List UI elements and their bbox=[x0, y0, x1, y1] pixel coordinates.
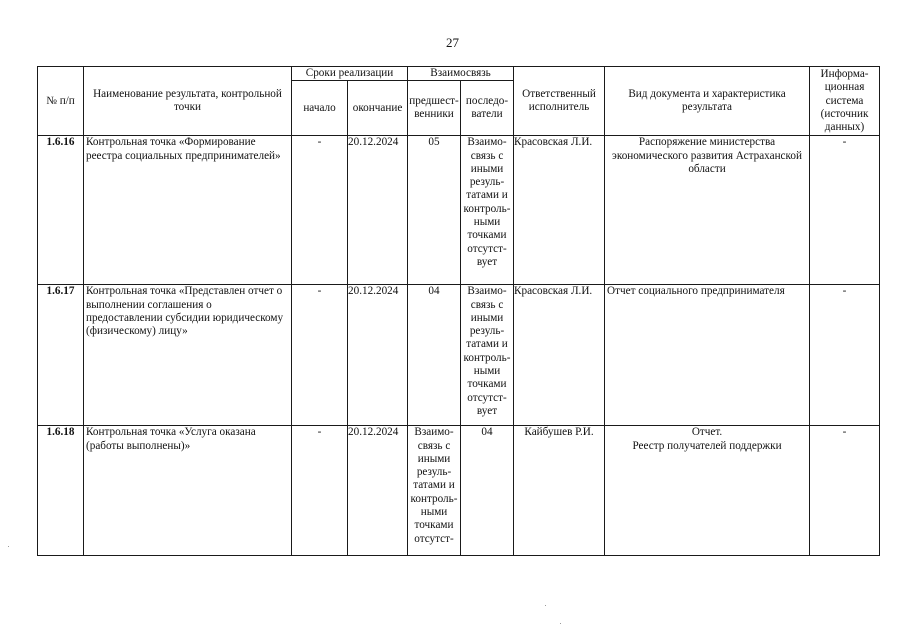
row-name: Контрольная точка «Формирование реестра социальных предпринимателей» bbox=[84, 136, 292, 285]
row-doc-type: Распоряжение министерства экономического развития Астраханской области bbox=[605, 136, 810, 285]
row-responsible: Кайбушев Р.И. bbox=[514, 426, 605, 556]
header-successors: последо-ватели bbox=[461, 81, 514, 136]
table-header bbox=[38, 67, 880, 136]
scan-speck bbox=[545, 605, 546, 606]
row-name: Контрольная точка «Представлен отчет о выполнении соглашения о предоставлении субсидии юридическому (физическому) лицу» bbox=[84, 285, 292, 426]
header-name: Наименование результата, контрольной точки bbox=[84, 67, 292, 136]
header-num: № п/п bbox=[38, 67, 84, 136]
row-successors: 04 bbox=[461, 426, 514, 556]
row-responsible: Красовская Л.И. bbox=[514, 136, 605, 285]
row-end: 20.12.2024 bbox=[348, 285, 408, 426]
row-num: 1.6.17 bbox=[38, 285, 84, 426]
implementation-plan-table bbox=[37, 66, 880, 556]
header-link: Взаимосвязь bbox=[408, 67, 514, 81]
table-row bbox=[38, 426, 880, 556]
header-end: окончание bbox=[348, 81, 408, 136]
row-responsible: Красовская Л.И. bbox=[514, 285, 605, 426]
page-number: 27 bbox=[446, 35, 459, 50]
row-name: Контрольная точка «Услуга оказана (работы выполнены)» bbox=[84, 426, 292, 556]
row-start: - bbox=[292, 136, 348, 285]
header-info-system: Информа-ционная система (источник данных) bbox=[810, 67, 880, 136]
header-predecessors: предшест-венники bbox=[408, 81, 461, 136]
row-info-system: - bbox=[810, 426, 880, 556]
row-num: 1.6.16 bbox=[38, 136, 84, 285]
table-row bbox=[38, 285, 880, 426]
row-end: 20.12.2024 bbox=[348, 426, 408, 556]
row-start: - bbox=[292, 285, 348, 426]
row-predecessors: 04 bbox=[408, 285, 461, 426]
row-predecessors: 05 bbox=[408, 136, 461, 285]
row-end: 20.12.2024 bbox=[348, 136, 408, 285]
header-responsible: Ответственный исполнитель bbox=[514, 67, 605, 136]
row-info-system: - bbox=[810, 136, 880, 285]
row-start: - bbox=[292, 426, 348, 556]
row-successors: Взаимо-связь с иными резуль-татами и контроль-ными точками отсутст-вует bbox=[461, 136, 514, 285]
row-doc-type: Отчет социального предпринимателя bbox=[605, 285, 810, 426]
header-start: начало bbox=[292, 81, 348, 136]
row-successors: Взаимо-связь с иными резуль-татами и контроль-ными точками отсутст-вует bbox=[461, 285, 514, 426]
row-num: 1.6.18 bbox=[38, 426, 84, 556]
scan-speck bbox=[8, 546, 9, 547]
scan-speck bbox=[560, 623, 561, 624]
row-doc-type: Отчет. Реестр получателей поддержки bbox=[605, 426, 810, 556]
table-row bbox=[38, 136, 880, 285]
header-doc-type: Вид документа и характеристика результата bbox=[605, 67, 810, 136]
row-info-system: - bbox=[810, 285, 880, 426]
row-predecessors: Взаимо-связь с иными резуль-татами и контроль-ными точками отсутст- bbox=[408, 426, 461, 556]
header-terms: Сроки реализации bbox=[292, 67, 408, 81]
